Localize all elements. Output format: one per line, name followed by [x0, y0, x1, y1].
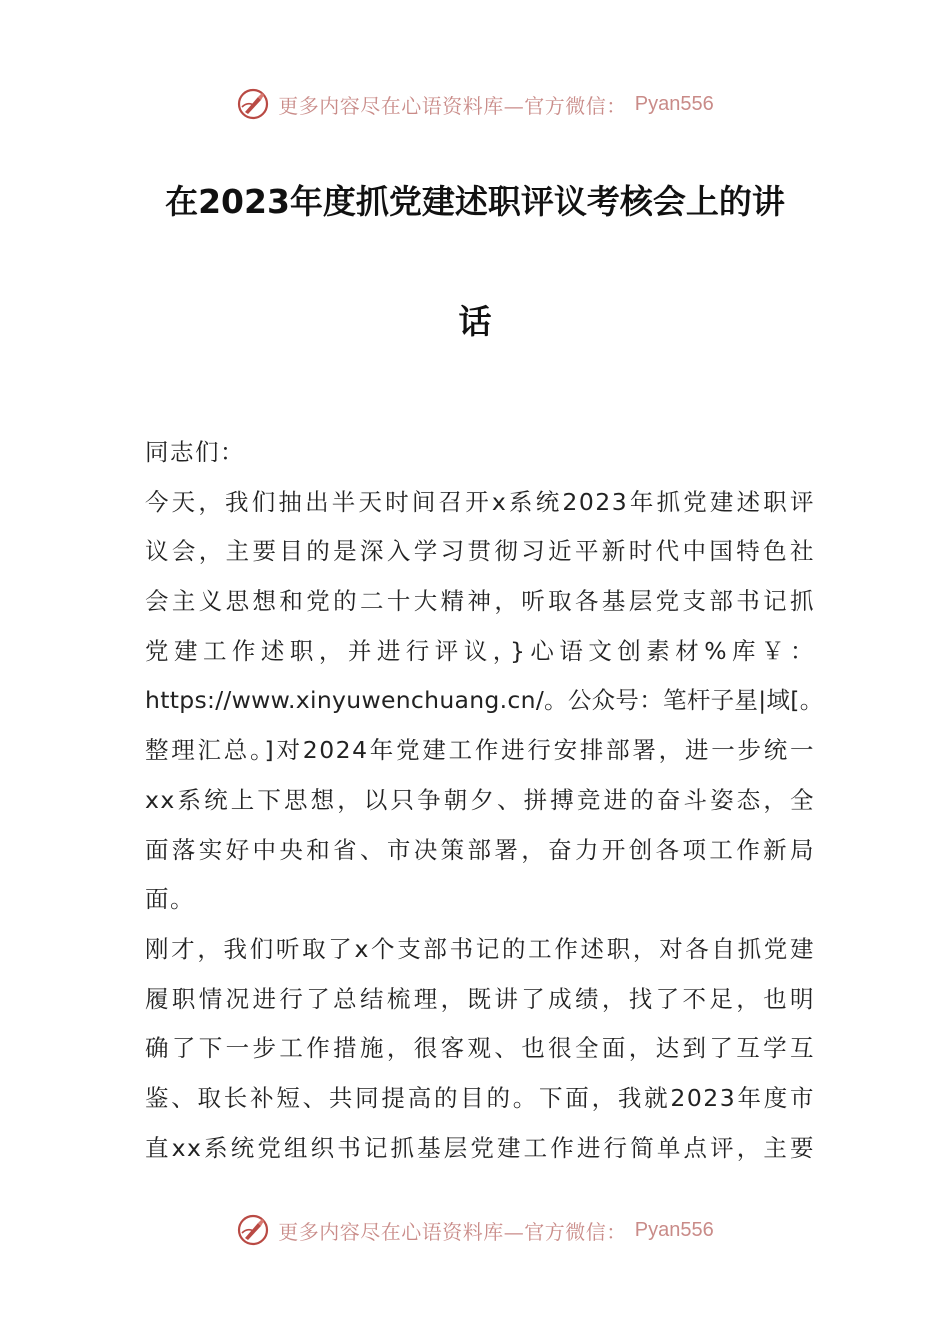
- body-line: 鉴、取长补短、共同提高的目的。下面，我就2023年度市: [145, 1083, 815, 1112]
- body-line: 会主义思想和党的二十大精神，听取各基层党支部书记抓: [145, 587, 815, 616]
- body-line: 党建工作述职，并进行评议，}心语文创素材%库￥：: [145, 636, 815, 665]
- body-line: 同志们：: [145, 438, 245, 466]
- body-line: 面落实好中央和省、市决策部署，奋力开创各项工作新局: [145, 835, 815, 864]
- body-line: 确了下一步工作措施，很客观、也很全面，达到了互学互: [145, 1034, 815, 1063]
- document-body: [145, 428, 824, 1173]
- watermark-text: 更多内容尽在心语资料库—官方微信：: [278, 1219, 627, 1244]
- watermark-wechat-id: Pyan556: [634, 92, 714, 115]
- footer-watermark: [0, 1210, 950, 1250]
- watermark-wechat-id: Pyan556: [634, 1218, 714, 1241]
- document-title-line2: 话: [458, 302, 492, 341]
- body-line: xx系统上下思想，以只争朝夕、拼搏竞进的奋斗姿态，全: [145, 785, 815, 814]
- body-line: https://www.xinyuwenchuang.cn/。公众号：笔杆子星|域[。: [145, 686, 824, 715]
- body-line: 直xx系统党组织书记抓基层党建工作进行简单点评，主要: [145, 1133, 815, 1162]
- body-line: 面。: [145, 885, 195, 914]
- body-line: 议会，主要目的是深入学习贯彻习近平新时代中国特色社: [145, 537, 815, 566]
- pen-logo-icon: [236, 87, 270, 121]
- body-line: 今天，我们抽出半天时间召开x系统2023年抓党建述职评: [145, 487, 815, 516]
- document-title-line1: 在2023年度抓党建述职评议考核会上的讲: [165, 182, 785, 221]
- body-line: 履职情况进行了总结梳理，既讲了成绩，找了不足，也明: [145, 984, 815, 1013]
- pen-logo-icon: [236, 1213, 270, 1247]
- body-line: 刚才，我们听取了x个支部书记的工作述职，对各自抓党建: [145, 934, 815, 963]
- body-line: 整理汇总。]对2024年党建工作进行安排部署，进一步统一: [145, 736, 815, 765]
- watermark-text: 更多内容尽在心语资料库—官方微信：: [278, 93, 627, 118]
- header-watermark: [0, 84, 950, 124]
